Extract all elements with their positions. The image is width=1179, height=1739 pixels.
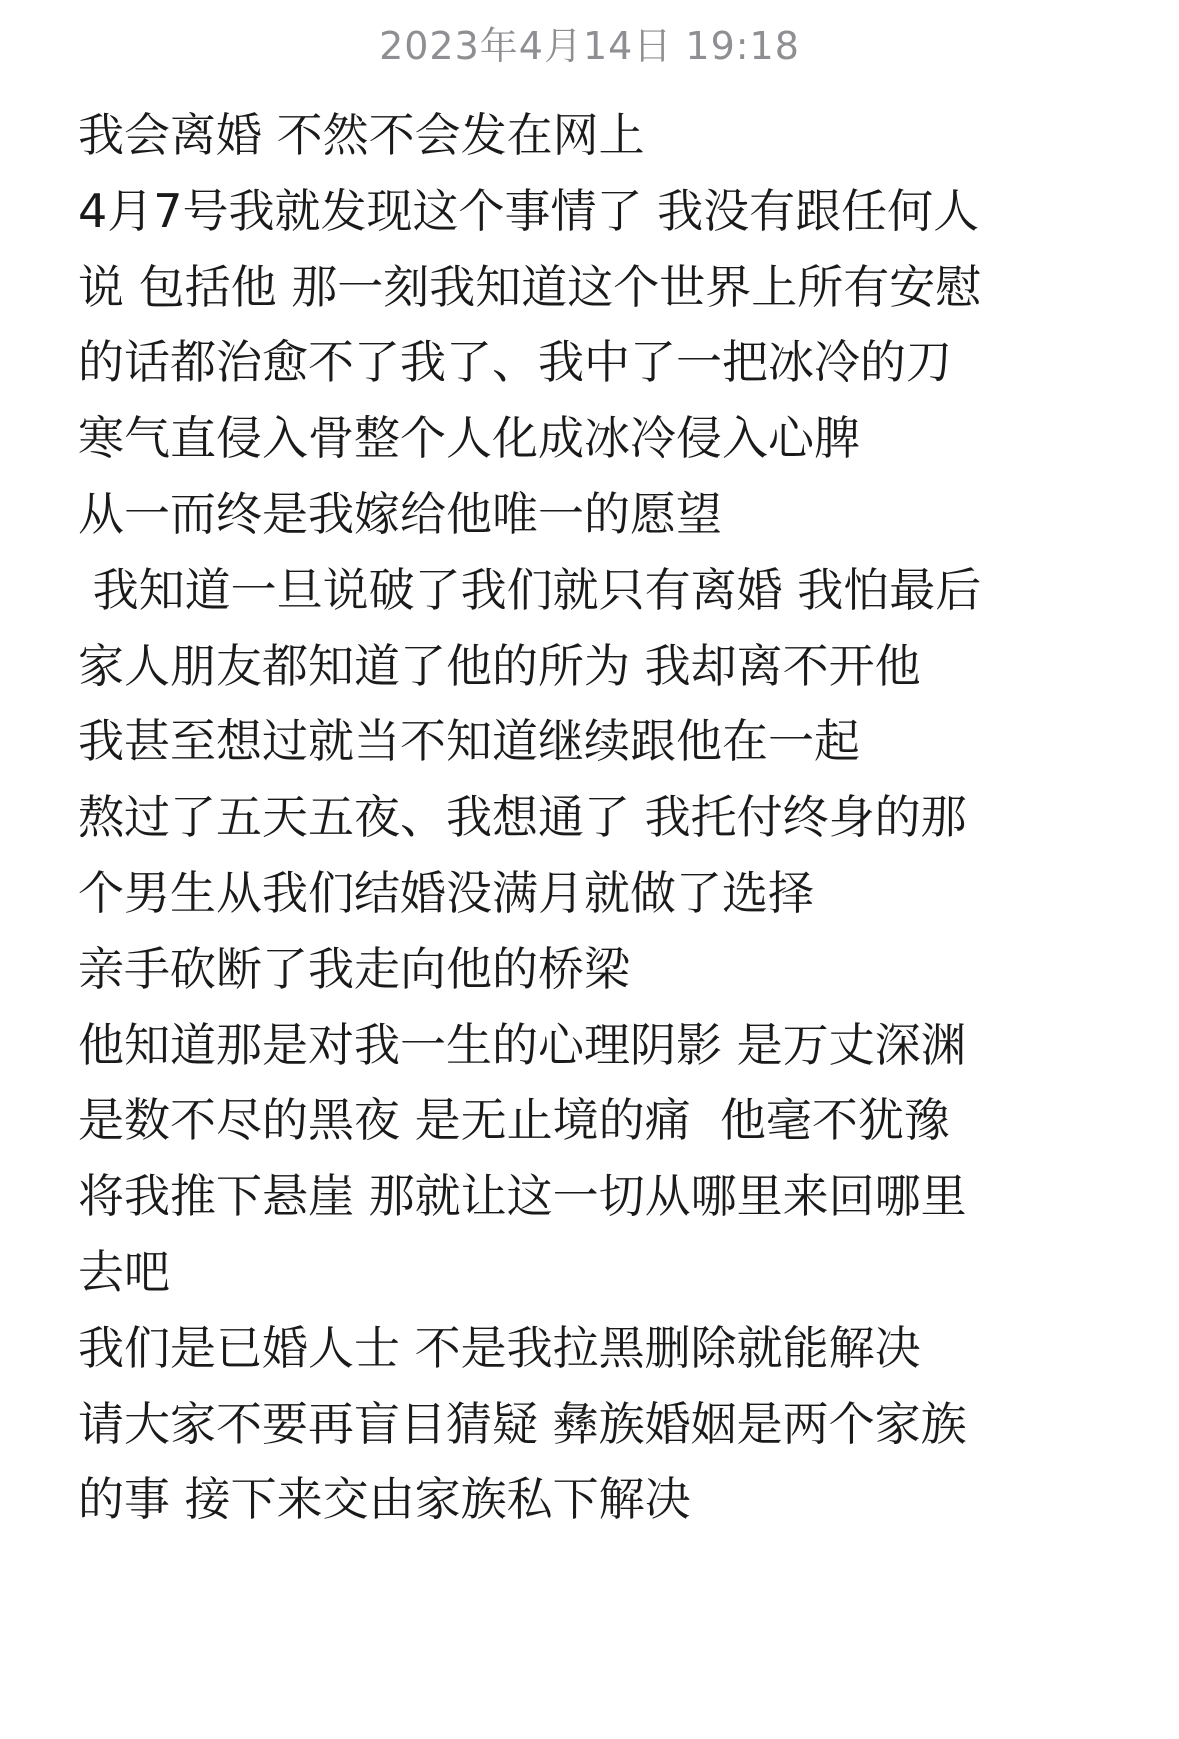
note-line: 熬过了五天五夜、我想通了 我托付终身的那: [78, 790, 967, 845]
note-line: 是数不尽的黑夜 是无止境的痛 他毫不犹豫: [78, 1093, 950, 1148]
note-line: 我会离婚 不然不会发在网上: [78, 108, 645, 162]
note-line: 家人朋友都知道了他的所为 我却离不开他: [78, 638, 921, 693]
note-line: 我们是已婚人士 不是我拉黑删除就能解决: [78, 1320, 921, 1375]
note-line: 的事 接下来交由家族私下解决: [78, 1472, 691, 1527]
note-body[interactable]: [78, 98, 1138, 1538]
note-line: 的话都治愈不了我了、我中了一把冰冷的刀: [78, 335, 952, 390]
note-line: 去吧: [78, 1244, 170, 1299]
note-timestamp: 2023年4月14日 19:18: [379, 24, 800, 68]
note-line: 亲手砍断了我走向他的桥梁: [78, 941, 630, 996]
note-line: 4月7号我就发现这个事情了 我没有跟任何人: [78, 183, 980, 238]
note-line: 个男生从我们结婚没满月就做了选择: [78, 865, 814, 920]
note-line: 寒气直侵入骨整个人化成冰冷侵入心脾: [78, 411, 860, 466]
note-line: 他知道那是对我一生的心理阴影 是万丈深渊: [78, 1017, 967, 1072]
note-line: 从一而终是我嫁给他唯一的愿望: [78, 486, 722, 541]
note-line: 说 包括他 那一刻我知道这个世界上所有安慰: [78, 259, 982, 314]
note-line: 将我推下悬崖 那就让这一切从哪里来回哪里: [78, 1169, 967, 1224]
note-line: 我甚至想过就当不知道继续跟他在一起: [78, 714, 860, 769]
note-line: 我知道一旦说破了我们就只有离婚 我怕最后: [78, 562, 982, 617]
note-line: 请大家不要再盲目猜疑 彝族婚姻是两个家族: [78, 1396, 967, 1451]
